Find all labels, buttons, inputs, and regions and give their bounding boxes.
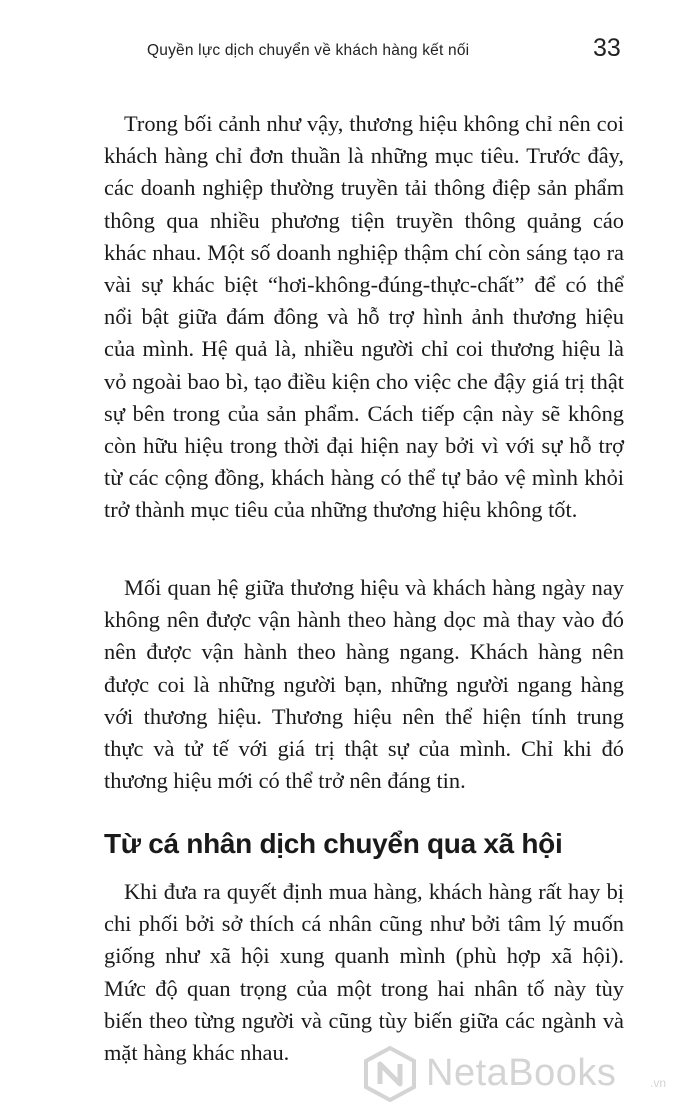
running-header-title: Quyền lực dịch chuyển về khách hàng kết nối <box>147 42 470 59</box>
paragraph-3-block <box>104 876 624 1069</box>
section-heading: Từ cá nhân dịch chuyển qua xã hội <box>104 828 563 859</box>
n-logo-icon <box>362 1046 418 1102</box>
watermark-suffix: .vn <box>650 1076 667 1090</box>
watermark <box>362 1046 692 1102</box>
watermark-brand: NetaBooks <box>426 1052 617 1094</box>
page-number: 33 <box>593 34 621 62</box>
paragraph: Mối quan hệ giữa thương hiệu và khách hàng ngày nay không nên được vận hành theo hàng dọc mà thay vào đó nên được vận hành theo hàng ngang. Khách hàng nên được coi là những người bạn, những người ngang hàng với thương hiệu. Thương hiệu nên thể hiện tính trung thực và tử tế với giá trị thật sự của mình. Chỉ khi đó thương hiệu mới có thể trở nên đáng tin. <box>104 575 624 794</box>
paragraph-2-block <box>104 572 624 797</box>
running-header <box>0 34 700 70</box>
paragraph: Khi đưa ra quyết định mua hàng, khách hàng rất hay bị chi phối bởi sở thích cá nhân cũng như bởi tâm lý muốn giống như xã hội xung quanh mình (phù hợp xã hội). Mức độ quan trọng của một trong hai nhân tố này tùy biến theo từng người và cũng tùy biến giữa các ngành và mặt hàng khác nhau. <box>104 879 624 1066</box>
paragraph-1-block <box>104 108 624 527</box>
paragraph: Trong bối cảnh như vậy, thương hiệu không chỉ nên coi khách hàng chỉ đơn thuần là những mục tiêu. Trước đây, các doanh nghiệp thường truyền tải thông điệp sản phẩm thông qua nhiều phương tiện truyền thông quảng cáo khác nhau. Một số doanh nghiệp thậm chí còn sáng tạo ra vài sự khác biệt “hơi-không-đúng-thực-chất” để có thể nổi bật giữa đám đông và hỗ trợ hình ảnh thương hiệu của mình. Hệ quả là, nhiều người chỉ coi thương hiệu là vỏ ngoài bao bì, tạo điều kiện cho việc che đậy giá trị thật sự bên trong của sản phẩm. Cách tiếp cận này sẽ không còn hữu hiệu trong thời đại hiện nay bởi vì với sự hỗ trợ từ các cộng đồng, khách hàng có thể tự bảo vệ mình khỏi trở thành mục tiêu của những thương hiệu không tốt. <box>104 111 624 523</box>
